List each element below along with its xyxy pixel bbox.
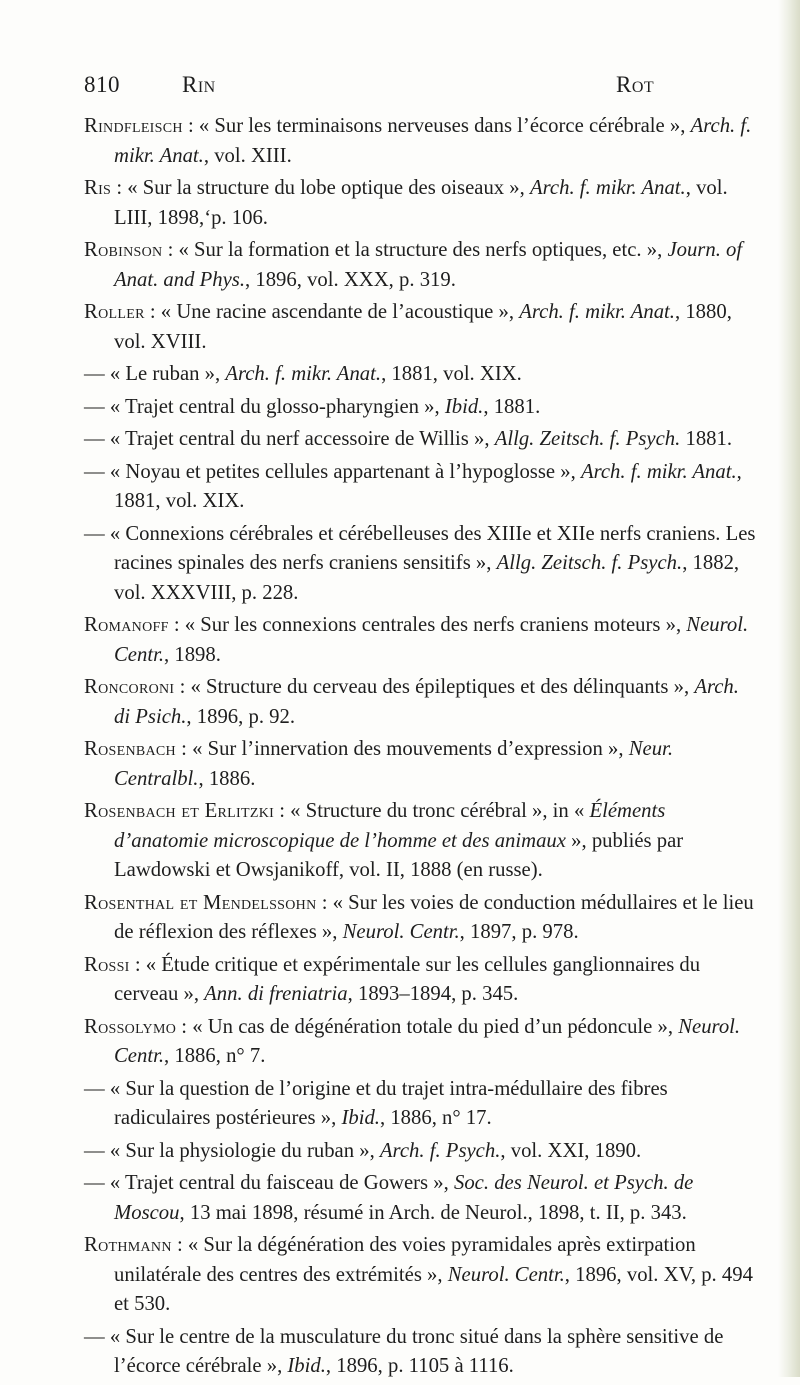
entry-title: « Connexions cérébrales et cérébelleuses des XIIIe et XIIe nerfs craniens. Les racines spinales des nerfs craniens sensitifs »,	[109, 522, 756, 574]
entry-details: , 1886, n° 7.	[164, 1045, 266, 1067]
entry-title: « Structure du tronc cérébral », in «	[290, 800, 590, 822]
entry-source: Arch. di Psich.	[114, 676, 739, 728]
entry-separator: —	[84, 460, 110, 483]
header-left-word: Rin	[182, 72, 216, 97]
entry-separator: —	[84, 395, 110, 418]
running-header	[84, 58, 740, 98]
entry-separator: —	[84, 1325, 110, 1348]
entry-details: , 13 mai 1898, résumé in Arch. de Neurol., 1898, t. II, p. 343.	[179, 1201, 687, 1224]
entry-separator: —	[84, 1172, 110, 1194]
entry-separator: :	[168, 614, 185, 636]
entry-details: 1881.	[680, 428, 733, 450]
entry-source: Neur. Centralbl.	[114, 738, 673, 790]
entry-source: Allg. Zeitsch. f. Psych.	[496, 552, 683, 574]
entry-separator: —	[84, 522, 110, 545]
entry-source: Neurol. Centr.	[447, 1263, 565, 1286]
entry-details: , vol. XXI, 1890.	[500, 1139, 642, 1162]
entry-source: Soc. des Neurol. et Psych. de Moscou	[114, 1172, 694, 1224]
entry-title: « Sur la dégénération des voies pyramidales après extirpation unilatérale des centres des extrémités »,	[114, 1234, 696, 1286]
entry-details: , 1886.	[198, 767, 256, 790]
entry-title: « Noyau et petites cellules appartenant à l’hypoglosse »,	[109, 460, 581, 483]
entry-separator: :	[316, 891, 333, 914]
entry-source: Arch. f. mikr. Anat.	[519, 301, 675, 323]
entry-source: Journ. of Anat. and Phys.	[114, 239, 743, 291]
bibliography-entry	[84, 1323, 760, 1382]
entry-source: Neurol. Centr.	[342, 921, 460, 943]
bibliography-entry	[84, 1169, 760, 1228]
bibliography-entry	[84, 458, 760, 517]
bibliography-entry	[84, 1075, 760, 1134]
entry-author: Rossi	[84, 953, 130, 976]
bibliography-entry	[84, 611, 760, 670]
entry-details: , 1881.	[483, 395, 541, 418]
entry-details: , vol. LIII, 1898,‘p. 106.	[114, 177, 728, 229]
bibliography-entry	[84, 393, 760, 423]
bibliography-entry	[84, 298, 760, 357]
entry-author: Rosenbach	[84, 738, 176, 760]
bibliography-entry	[84, 797, 760, 886]
entry-source: Éléments d’anatomie microscopique de l’homme et des animaux	[114, 800, 666, 852]
entry-details: », publiés par Lawdowski et Owsjanikoff, vol. II, 1888 (en russe).	[114, 829, 684, 881]
bibliography-entry	[84, 425, 760, 455]
entry-separator: :	[129, 953, 146, 976]
entry-title: « Le ruban »,	[109, 363, 226, 385]
entry-author: Rosenthal et Mendelssohn	[84, 891, 317, 914]
entry-source: Ibid.	[444, 395, 484, 418]
entry-separator: :	[174, 676, 191, 698]
entry-title: « Trajet central du nerf accessoire de Willis »,	[109, 428, 495, 450]
entry-separator: :	[162, 239, 179, 261]
entry-title: « Trajet central du glosso-pharyngien »,	[109, 395, 445, 418]
entry-author: Rossolymo	[84, 1015, 177, 1038]
entry-source: Neurol. Centr.	[114, 1015, 741, 1067]
entry-details: , 1880, vol. XVIII.	[114, 301, 732, 353]
entry-title: « Sur la question de l’origine et du trajet intra-médullaire des fibres radiculaires postérieures »,	[109, 1077, 668, 1129]
entry-title: « Sur le centre de la musculature du tronc situé dans la sphère sensitive de l’écorce cérébrale »,	[109, 1325, 724, 1377]
bibliography-entry	[84, 735, 760, 794]
entry-source: Ibid.	[341, 1107, 380, 1129]
entry-separator: —	[84, 1077, 110, 1100]
bibliography-entry	[84, 1231, 760, 1320]
bibliography-entry	[84, 1013, 760, 1072]
entry-details: , 1882, vol. XXXVIII, p. 228.	[114, 552, 740, 604]
entry-separator: :	[274, 800, 291, 822]
entry-separator: :	[182, 115, 199, 137]
entry-title: « Une racine ascendante de l’acoustique »,	[160, 301, 520, 323]
entry-title: « Étude critique et expérimentale sur les cellules ganglionnaires du cerveau »,	[114, 953, 701, 1005]
entry-author: Robinson	[84, 239, 163, 261]
header-right-word: Rot	[616, 72, 655, 97]
entry-author: Rindfleisch	[84, 115, 183, 137]
entry-source: Allg. Zeitsch. f. Psych.	[494, 428, 681, 450]
entry-author: Ris	[84, 177, 112, 199]
entry-title: « Un cas de dégénération totale du pied d’un pédoncule »,	[192, 1015, 679, 1038]
entry-details: , 1897, p. 978.	[459, 921, 579, 943]
entry-title: « Sur les connexions centrales des nerfs craniens moteurs »,	[184, 614, 687, 636]
entry-source: Arch. f. mikr. Anat.	[530, 177, 686, 199]
entry-separator: :	[175, 738, 193, 760]
bibliography-entry	[84, 360, 760, 390]
entry-separator: :	[111, 177, 128, 199]
entry-separator: :	[171, 1234, 188, 1256]
entry-title: « Sur la physiologie du ruban »,	[109, 1139, 380, 1162]
bibliography-entry	[84, 1137, 760, 1167]
entry-source: Ann. di freniatria	[204, 983, 348, 1005]
entry-title: « Sur l’innervation des mouvements d’expression »,	[192, 738, 629, 760]
entry-details: , 1896, p. 1105 à 1116.	[325, 1355, 514, 1377]
entry-details: , vol. XIII.	[203, 144, 292, 167]
bibliography-list	[84, 112, 760, 1385]
entry-source: Ibid.	[287, 1355, 326, 1377]
entry-details: , 1896, vol. XXX, p. 319.	[245, 268, 456, 291]
bibliography-entry	[84, 112, 760, 171]
bibliography-entry	[84, 673, 760, 732]
entry-source: Arch. f. mikr. Anat.	[114, 115, 752, 167]
entry-separator: —	[84, 1139, 110, 1162]
bibliography-entry	[84, 889, 760, 948]
bibliography-entry	[84, 236, 760, 295]
entry-author: Roncoroni	[84, 676, 175, 698]
entry-source: Arch. f. mikr. Anat.	[225, 363, 382, 385]
entry-source: Arch. f. mikr. Anat.	[580, 460, 737, 483]
entry-separator: —	[84, 363, 110, 385]
entry-details: , 1881, vol. XIX.	[381, 363, 522, 385]
entry-title: « Sur la formation et la structure des nerfs optiques, etc. »,	[178, 239, 668, 261]
entry-separator: —	[84, 428, 110, 450]
entry-details: , 1896, p. 92.	[186, 705, 296, 728]
entry-details: , 1896, vol. XV, p. 494 et 530.	[114, 1263, 753, 1315]
bibliography-entry	[84, 520, 760, 609]
page-number: 810	[84, 72, 120, 97]
entry-details: , 1893–1894, p. 345.	[347, 983, 519, 1005]
entry-title: « Structure du cerveau des épileptiques et des délinquants »,	[190, 676, 695, 698]
entry-title: « Sur les terminaisons nerveuses dans l’écorce cérébrale »,	[198, 115, 691, 137]
entry-title: « Trajet central du faisceau de Gowers »,	[109, 1172, 454, 1194]
entry-author: Rosenbach et Erlitzki	[84, 800, 275, 822]
entry-details: , 1898.	[164, 643, 221, 666]
entry-author: Roller	[84, 301, 145, 323]
entry-details: , 1886, n° 17.	[379, 1107, 492, 1129]
entry-separator: :	[176, 1015, 193, 1038]
entry-source: Neurol. Centr.	[114, 614, 749, 666]
entry-author: Rothmann	[84, 1234, 172, 1256]
bibliography-entry	[84, 951, 760, 1010]
entry-separator: :	[144, 301, 161, 323]
bibliography-entry	[84, 174, 760, 233]
entry-details: , 1881, vol. XIX.	[114, 460, 742, 512]
entry-source: Arch. f. Psych.	[379, 1139, 501, 1162]
entry-author: Romanoff	[84, 614, 169, 636]
entry-title: « Sur la structure du lobe optique des oiseaux »,	[127, 177, 530, 199]
page-edge-shadow	[778, 0, 800, 1377]
entry-title: « Sur les voies de conduction médullaires et le lieu de réflexion des réflexes »,	[114, 891, 754, 943]
